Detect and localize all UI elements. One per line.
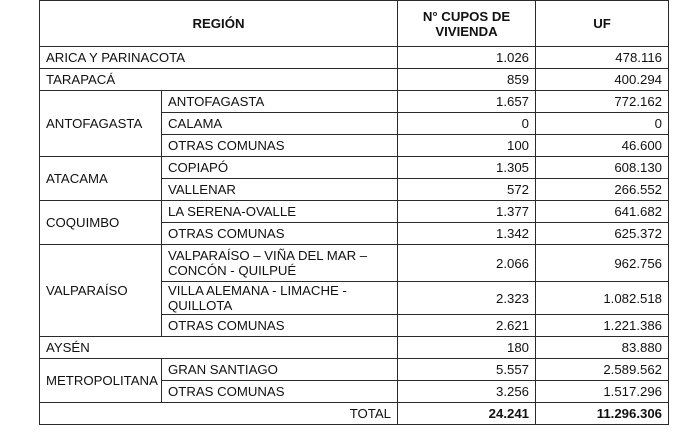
subregion-cell: LA SERENA-OVALLE xyxy=(162,201,398,223)
subregion-cell: COPIAPÓ xyxy=(162,157,398,179)
subregion-cell xyxy=(162,245,398,282)
total-cupos: 24.241 xyxy=(398,403,536,425)
cupos-cell: 2.621 xyxy=(398,315,536,337)
cupos-cell: 859 xyxy=(398,69,536,91)
region-cell: COQUIMBO xyxy=(40,201,162,245)
uf-cell: 641.682 xyxy=(536,201,669,223)
subregion-line1: VILLA ALEMANA - LIMACHE - xyxy=(168,283,347,298)
cupos-cell: 1.657 xyxy=(398,91,536,113)
uf-cell: 2.589.562 xyxy=(536,359,669,381)
region-cell: METROPOLITANA xyxy=(40,359,162,403)
uf-cell: 478.116 xyxy=(536,47,669,69)
header-region: REGIÓN xyxy=(40,1,398,47)
header-cupos-line1: N° CUPOS DE xyxy=(422,8,511,24)
subregion-cell xyxy=(162,282,398,315)
total-uf: 11.296.306 xyxy=(536,403,669,425)
subregion-line2: QUILLOTA xyxy=(168,298,233,313)
subregion-cell: OTRAS COMUNAS xyxy=(162,381,398,403)
cupos-cell: 572 xyxy=(398,179,536,201)
header-cupos xyxy=(398,1,536,47)
uf-cell: 46.600 xyxy=(536,135,669,157)
uf-cell: 772.162 xyxy=(536,91,669,113)
subregion-cell: CALAMA xyxy=(162,113,398,135)
cupos-cell: 5.557 xyxy=(398,359,536,381)
cupos-cell: 1.342 xyxy=(398,223,536,245)
cupos-cell: 0 xyxy=(398,113,536,135)
region-cell: ANTOFAGASTA xyxy=(40,91,162,157)
uf-cell: 83.880 xyxy=(536,337,669,359)
uf-cell: 1.221.386 xyxy=(536,315,669,337)
cupos-cell: 1.305 xyxy=(398,157,536,179)
table-row xyxy=(40,69,669,91)
uf-cell: 400.294 xyxy=(536,69,669,91)
region-cell: ATACAMA xyxy=(40,157,162,201)
uf-cell: 962.756 xyxy=(536,245,669,282)
total-label: TOTAL xyxy=(40,403,398,425)
cupos-cell: 3.256 xyxy=(398,381,536,403)
subregion-cell: ANTOFAGASTA xyxy=(162,91,398,113)
subregion-cell: OTRAS COMUNAS xyxy=(162,223,398,245)
uf-cell: 1.517.296 xyxy=(536,381,669,403)
regional-housing-table xyxy=(39,0,669,425)
region-cell: ARICA Y PARINACOTA xyxy=(40,47,398,69)
subregion-cell: GRAN SANTIAGO xyxy=(162,359,398,381)
region-cell: VALPARAÍSO xyxy=(40,245,162,337)
table-row xyxy=(40,157,669,179)
table-row xyxy=(40,359,669,381)
table-row xyxy=(40,91,669,113)
cupos-cell: 1.026 xyxy=(398,47,536,69)
table-row xyxy=(40,337,669,359)
region-cell: TARAPACÁ xyxy=(40,69,398,91)
cupos-cell: 1.377 xyxy=(398,201,536,223)
table-row xyxy=(40,201,669,223)
uf-cell: 608.130 xyxy=(536,157,669,179)
uf-cell: 0 xyxy=(536,113,669,135)
uf-cell: 625.372 xyxy=(536,223,669,245)
subregion-cell: VALLENAR xyxy=(162,179,398,201)
cupos-cell: 180 xyxy=(398,337,536,359)
table-row xyxy=(40,245,669,282)
cupos-cell: 100 xyxy=(398,135,536,157)
uf-cell: 266.552 xyxy=(536,179,669,201)
uf-cell: 1.082.518 xyxy=(536,282,669,315)
region-cell: AYSÉN xyxy=(40,337,398,359)
subregion-line2: CONCÓN - QUILPUÉ xyxy=(168,263,297,278)
header-uf: UF xyxy=(536,1,669,47)
header-cupos-line2: VIVIENDA xyxy=(435,23,498,39)
subregion-cell: OTRAS COMUNAS xyxy=(162,315,398,337)
cupos-cell: 2.323 xyxy=(398,282,536,315)
cupos-cell: 2.066 xyxy=(398,245,536,282)
table-row xyxy=(40,47,669,69)
subregion-cell: OTRAS COMUNAS xyxy=(162,135,398,157)
subregion-line1: VALPARAÍSO – VIÑA DEL MAR – xyxy=(168,248,368,263)
header-row xyxy=(40,1,669,47)
total-row xyxy=(40,403,669,425)
